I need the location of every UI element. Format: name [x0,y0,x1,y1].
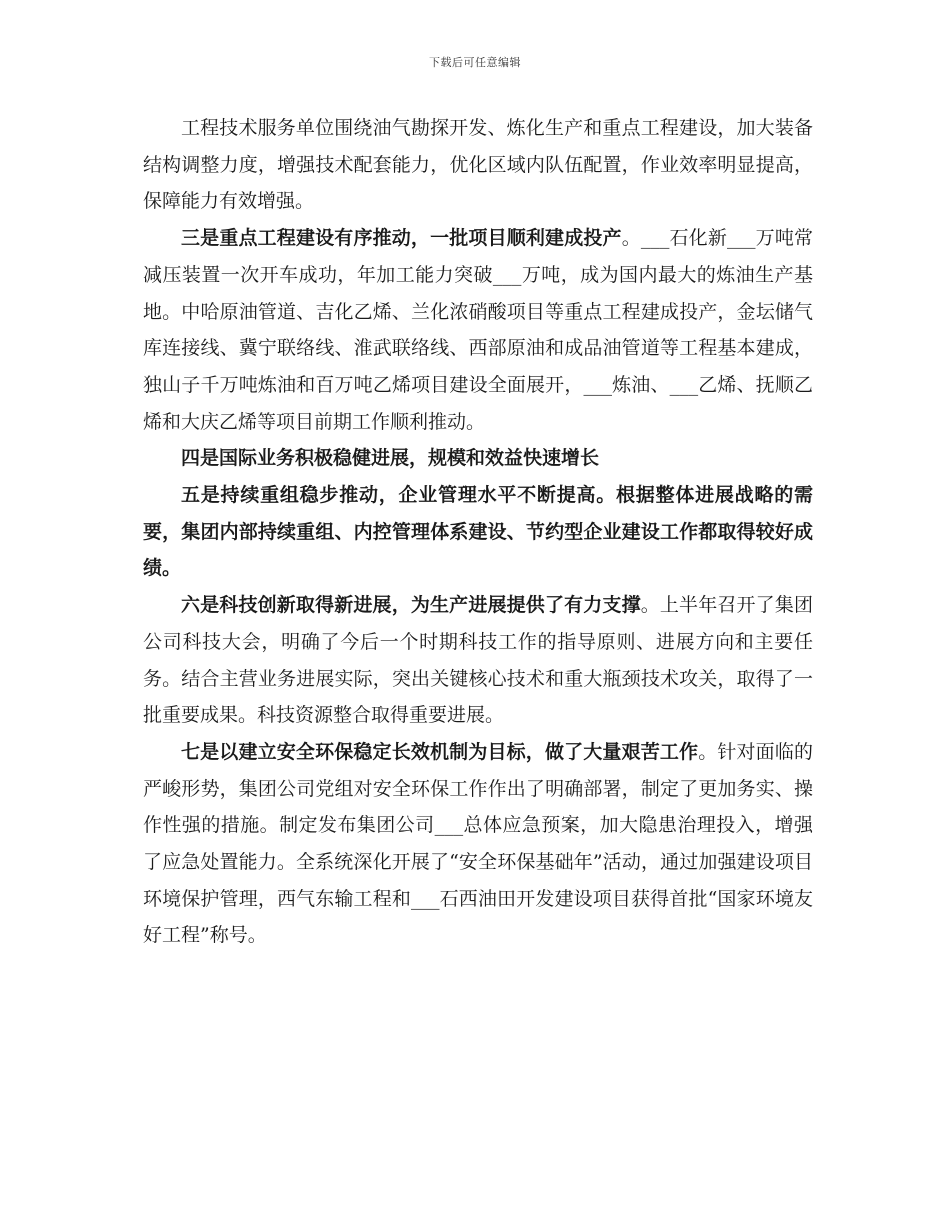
paragraph-text: 。上半年召开了集团公司科技大会，明确了今后一个时期科技工作的指导原则、进展方向和主要任务。结合主营业务进展实际，突出关键核心技术和重大瓶颈技术攻关，取得了一批重要成果。科技资源整合取得重要进展。 [143,594,813,727]
paragraph-lead: 三是重点工程建设有序推动，一批项目顺利建成投产 [181,227,622,250]
paragraph-safety-environment [143,734,813,954]
paragraph-text: 工程技术服务单位围绕油气勘探开发、炼化生产和重点工程建设，加大装备结构调整力度，增强技术配套能力，优化区域内队伍配置，作业效率明显提高，保障能力有效增强。 [143,117,813,213]
paragraph-restructuring [143,477,813,587]
document-body [143,110,813,954]
paragraph-text: 。针对面临的严峻形势，集团公司党组对安全环保工作作出了明确部署，制定了更加务实、操作性强的措施。制定发布集团公司___总体应急预案，加大隐患治理投入，增强了应急处置能力。全系统深化开展了“安全环保基础年”活动，通过加强建设项目环境保护管理，西气东输工程和___石西油田开发建设项目获得首批“国家环境友好工程”称号。 [143,740,813,947]
paragraph-text: 四是国际业务积极稳健进展，规模和效益快速增长 [181,447,600,470]
page-header: 下载后可任意编辑 [429,56,521,69]
paragraph-technology-innovation [143,587,813,734]
paragraph-lead: 六是科技创新取得新进展，为生产进展提供了有力支撑 [181,594,641,617]
paragraph-text: 五是持续重组稳步推动，企业管理水平不断提高。根据整体进展战略的需要，集团内部持续重组、内控管理体系建设、节约型企业建设工作都取得较好成绩。 [143,484,813,580]
paragraph-engineering-services [143,110,813,220]
paragraph-international-business [143,440,813,477]
paragraph-key-projects [143,220,813,440]
paragraph-text: 。___石化新___万吨常减压装置一次开车成功，年加工能力突破___万吨，成为国内最大的炼油生产基地。中哈原油管道、吉化乙烯、兰化浓硝酸项目等重点工程建成投产，金坛储气库连接线、冀宁联络线、淮武联络线、西部原油和成品油管道等工程基本建成，独山子千万吨炼油和百万吨乙烯项目建设全面展开，___炼油、___乙烯、抚顺乙烯和大庆乙烯等项目前期工作顺利推动。 [143,227,813,433]
paragraph-lead: 七是以建立安全环保稳定长效机制为目标，做了大量艰苦工作 [181,740,699,763]
